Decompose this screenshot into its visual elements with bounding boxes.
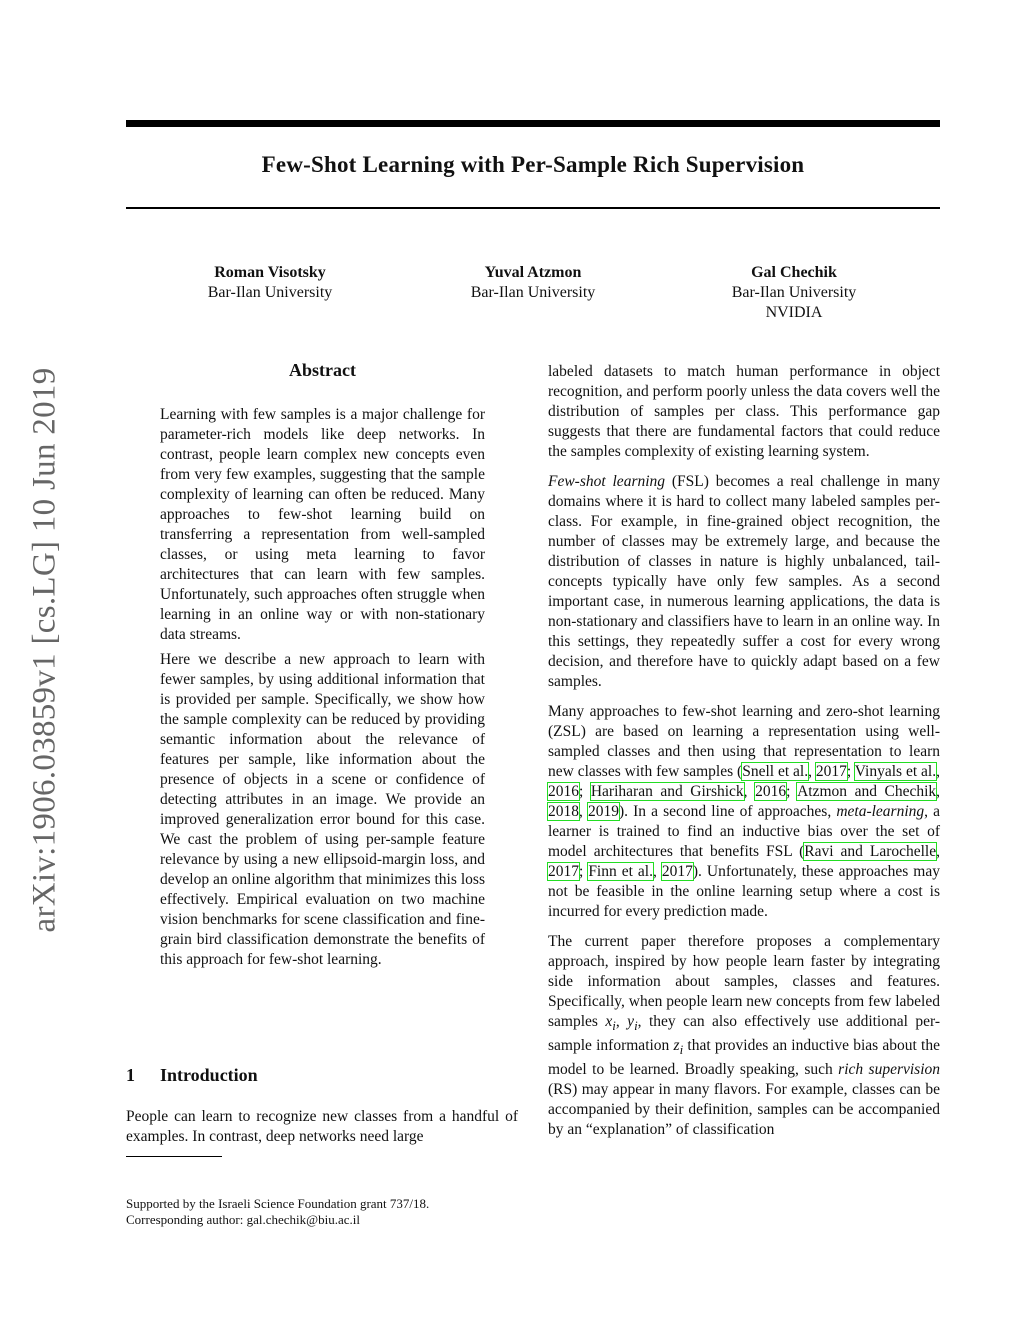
citation-link[interactable]: Snell et al.: [742, 763, 809, 780]
intro-left-column: [126, 1107, 518, 1157]
intro-paragraph-1: People can learn to recognize new classes from a handful of examples. In contrast, deep networks need large: [126, 1108, 518, 1145]
right-paragraph-4: The current paper therefore proposes a complementary approach, inspired by how people learn faster by integrating side information about samples, classes and features. Specifically, when people learn new concepts from few labeled samples $x_i$, $y_i$, they can also effectively use additional per-sample information $z_i$ that provides an inductive bias about the model to be learned. Broadly speaking, such rich supervision (RS) may appear in many flavors. For example, classes can be accompanied by their definition, samples can be accompanied by an “explanation” of classification: [548, 933, 941, 1139]
citation-link[interactable]: Hariharan and Girshick: [590, 783, 744, 800]
citation-link[interactable]: 2017: [815, 763, 847, 780]
citation-link[interactable]: 2019: [587, 803, 619, 820]
right-paragraph-1: labeled datasets to match human performance in object recognition, and perform poorly unless the data covers well the distribution of samples per class. This performance gap suggests that there are fundamental factors that could reduce the samples complexity of existing learning system.: [548, 363, 940, 460]
math-subscript: i: [634, 1018, 638, 1034]
section-number: 1: [126, 1065, 135, 1085]
emphasis-term: rich supervision: [838, 1061, 941, 1079]
author-affiliation: Bar-Ilan University: [207, 284, 333, 301]
emphasis-term: meta-learning: [836, 803, 925, 820]
author-name: Roman Visotsky: [214, 264, 326, 281]
citation-link[interactable]: 2018: [548, 803, 579, 820]
author-block-2: [413, 263, 653, 303]
citation-link[interactable]: Vinyals et al.: [854, 763, 937, 780]
author-name: Gal Chechik: [751, 264, 837, 281]
right-paragraph-3: Many approaches to few-shot learning and zero-shot learning (ZSL) are based on learning a representation using well-sampled classes and then using that representation to learn new classes with few samples (Snell et al., 2017; Vinyals et al., 2016; Hariharan and Girshick, 2016; Atzmon and Chechik, 2018, 2019). In a second line of approaches, meta-learning, a learner is trained to find an inductive bias over the set of model architectures that benefits FSL (Ravi and Larochelle, 2017; Finn et al., 2017). Unfortunately, these approaches may not be feasible in the online learning setup where a cost is incurred for every prediction made.: [548, 703, 941, 920]
author-block-1: [150, 263, 390, 303]
citation-link[interactable]: 2017: [661, 863, 693, 880]
citation-link[interactable]: 2016: [755, 783, 787, 800]
right-paragraph-2: Few-shot learning (FSL) becomes a real challenge in many domains where it is hard to collect many labeled samples per-class. For example, in fine-grained object recognition, the number of classes may be extremely large, and because the distribution of classes in nature is highly unbalanced, tail-concepts typically have only few samples. As a second important case, in numerous learning applications, the data is non-stationary and classifiers have to learn in an online way. In this settings, they repeatedly suffer a cost for every wrong decision, and therefore have to quickly adapt based on a few samples.: [548, 473, 940, 690]
math-variable: x: [605, 1013, 613, 1030]
math-variable: z: [673, 1037, 680, 1055]
right-column: [548, 362, 940, 1150]
abstract-paragraph-2: Here we describe a new approach to learn with fewer samples, by using additional information that is provided per sample. Specifically, we show how the sample complexity can be reduced by providing semantic information about the relevance of features per sample, like information about the presence of objects in a scene or confidence of detecting attributes in an image. We provide an improved generalization error bound for this case. We cast the problem of using per-sample feature relevance by using a new ellipsoid-margin loss, and develop an online algorithm that minimizes this loss effectively. Empirical evaluation on two machine vision benchmarks for scene classification and fine-grain bird classification demonstrate the benefits of this approach for few-shot learning.: [160, 651, 485, 968]
footnote: [126, 1196, 546, 1228]
citation-link[interactable]: 2016: [548, 783, 579, 800]
citation-link[interactable]: Atzmon and Chechik: [797, 783, 937, 800]
math-subscript: i: [612, 1018, 616, 1034]
section-title: Introduction: [160, 1065, 258, 1085]
author-name: Yuval Atzmon: [484, 264, 582, 281]
abstract-paragraph-1: Learning with few samples is a major challenge for parameter-rich models like deep networks. In contrast, people learn complex new concepts even from very few examples, suggesting that the sample complexity of learning can often be reduced. Many approaches to few-shot learning build on transferring a representation from well-sampled classes, or using meta learning to favor architectures that can learn with few samples. Unfortunately, such approaches often struggle when learning in an online way or with non-stationary data streams.: [160, 406, 485, 643]
section-heading-introduction: [126, 1065, 258, 1086]
abstract-heading: Abstract: [289, 360, 356, 380]
emphasis-term: Few-shot learning: [548, 473, 666, 490]
arxiv-identifier: arXiv:1906.03859v1 [cs.LG] 10 Jun 2019: [26, 367, 63, 933]
footnote-corresponding-author: Corresponding author: gal.chechik@biu.ac.il: [126, 1212, 360, 1227]
author-affiliation-secondary: NVIDIA: [765, 304, 823, 321]
citation-link[interactable]: Ravi and Larochelle: [804, 843, 937, 860]
footnote-rule: [126, 1156, 222, 1157]
title-top-rule: [126, 120, 940, 127]
footnote-funding: Supported by the Israeli Science Foundation grant 737/18.: [126, 1196, 430, 1211]
author-affiliation: Bar-Ilan University: [731, 284, 857, 301]
citation-link[interactable]: 2017: [548, 863, 579, 880]
title-bottom-rule: [126, 207, 940, 209]
author-block-3: [674, 263, 914, 323]
author-affiliation: Bar-Ilan University: [470, 284, 596, 301]
citation-link[interactable]: Finn et al.: [588, 863, 653, 880]
paper-title: Few-Shot Learning with Per-Sample Rich Supervision: [261, 152, 805, 177]
math-subscript: i: [679, 1042, 684, 1058]
abstract-body: [160, 405, 485, 975]
math-variable: y: [627, 1013, 635, 1030]
